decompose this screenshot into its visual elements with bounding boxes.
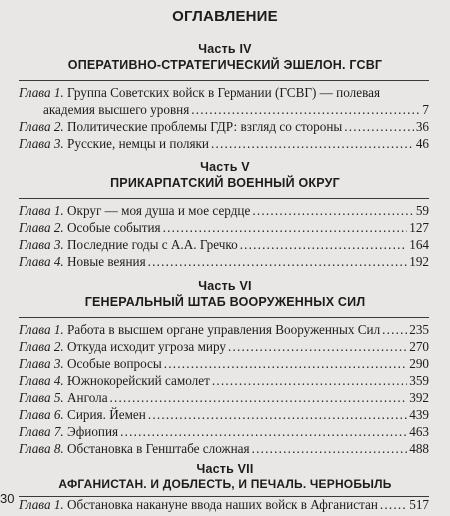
leader-dots xyxy=(148,253,408,270)
chapter-title: Сирия. Йемен xyxy=(67,407,146,422)
toc-entry xyxy=(19,355,429,372)
page-number: 392 xyxy=(409,390,429,405)
chapter-title: Эфиопия xyxy=(67,424,119,439)
page-number: 192 xyxy=(409,254,429,269)
part-title: АФГАНИСТАН. И ДОБЛЕСТЬ, И ПЕЧАЛЬ. ЧЕРНОБЫЛЬ xyxy=(58,477,392,491)
page-number: 359 xyxy=(409,373,429,388)
chapter-title: Последние годы с А.А. Гречко xyxy=(67,237,238,252)
toc-entry xyxy=(19,118,429,135)
chapter-label: Глава 3. xyxy=(19,356,64,371)
chapter-label: Глава 3. xyxy=(19,237,64,252)
chapter-title: Новые веяния xyxy=(67,254,146,269)
chapter-label: Глава 4. xyxy=(19,254,64,269)
leader-dots xyxy=(164,355,407,372)
leader-dots xyxy=(252,440,408,457)
page-number: 7 xyxy=(422,102,429,117)
leader-dots xyxy=(240,236,408,253)
page-number: 46 xyxy=(415,136,429,151)
toc-title: ОГЛАВЛЕНИЕ xyxy=(172,8,278,25)
toc-entry xyxy=(19,372,429,389)
page-number: 235 xyxy=(409,322,429,337)
chapter-label: Глава 1. xyxy=(19,203,64,218)
leader-dots xyxy=(110,389,408,406)
part-title: ГЕНЕРАЛЬНЫЙ ШТАБ ВООРУЖЕННЫХ СИЛ xyxy=(84,295,366,309)
chapter-label: Глава 2. xyxy=(19,339,64,354)
toc-entry xyxy=(19,219,429,236)
divider xyxy=(19,80,429,81)
chapter-title: Политические проблемы ГДР: взгляд со стороны xyxy=(67,119,343,134)
chapter-label: Глава 7. xyxy=(19,424,64,439)
chapter-title-cont: академия высшего уровня xyxy=(43,102,190,117)
page-number: 270 xyxy=(409,339,429,354)
toc-entry xyxy=(19,440,429,457)
leader-dots xyxy=(163,219,408,236)
chapter-label: Глава 4. xyxy=(19,373,64,388)
chapter-title: Обстановка в Генштабе сложная xyxy=(67,441,250,456)
toc-entry xyxy=(19,135,429,152)
page-number: 488 xyxy=(409,441,429,456)
chapter-label: Глава 2. xyxy=(19,220,64,235)
divider xyxy=(19,198,429,199)
chapter-title: Работа в высшем органе управления Вооруженных Сил xyxy=(67,322,381,337)
chapter-label: Глава 1. xyxy=(19,322,64,337)
page-number: 517 xyxy=(409,497,429,512)
toc-entry xyxy=(19,406,429,423)
toc-entry xyxy=(19,84,429,118)
toc-entry xyxy=(19,389,429,406)
leader-dots xyxy=(344,118,414,135)
part-label: Часть VII xyxy=(196,462,254,476)
chapter-title: Ангола xyxy=(67,390,108,405)
chapter-label: Глава 3. xyxy=(19,136,64,151)
leader-dots xyxy=(191,101,420,118)
leader-dots xyxy=(212,372,407,389)
chapter-title: Русские, немцы и поляки xyxy=(67,136,209,151)
leader-dots xyxy=(252,202,413,219)
part-title: ПРИКАРПАТСКИЙ ВОЕННЫЙ ОКРУГ xyxy=(110,176,340,190)
toc-entry xyxy=(19,202,429,219)
chapter-title: Группа Советских войск в Германии (ГСВГ) — полевая xyxy=(67,85,381,100)
page-number: 439 xyxy=(409,407,429,422)
chapter-label: Глава 1. xyxy=(19,85,64,100)
toc-entry xyxy=(19,338,429,355)
leader-dots xyxy=(382,321,407,338)
page-number: 164 xyxy=(409,237,429,252)
page-number: 36 xyxy=(415,119,429,134)
page-number: 127 xyxy=(409,220,429,235)
part-label: Часть V xyxy=(200,160,250,174)
leader-dots xyxy=(148,406,407,423)
part-label: Часть VI xyxy=(198,279,252,293)
chapter-label: Глава 1. xyxy=(19,497,64,512)
leader-dots xyxy=(380,497,407,513)
chapter-title: Откуда исходит угроза миру xyxy=(67,339,226,354)
folio-page-number: 30 xyxy=(0,491,15,506)
part-label: Часть IV xyxy=(198,42,252,56)
page-number: 59 xyxy=(415,203,429,218)
chapter-label: Глава 5. xyxy=(19,390,64,405)
chapter-label: Глава 2. xyxy=(19,119,64,134)
leader-dots xyxy=(228,338,407,355)
chapter-label: Глава 8. xyxy=(19,441,64,456)
chapter-label: Глава 6. xyxy=(19,407,64,422)
chapter-title: Южнокорейский самолет xyxy=(67,373,210,388)
page-number: 463 xyxy=(409,424,429,439)
toc-entry xyxy=(19,253,429,270)
chapter-title: Округ — моя душа и мое сердце xyxy=(67,203,251,218)
chapter-title: Особые вопросы xyxy=(67,356,162,371)
leader-dots xyxy=(120,423,407,440)
toc-entry xyxy=(19,423,429,440)
divider xyxy=(19,317,429,318)
chapter-title: Обстановка накануне ввода наших войск в Афганистан xyxy=(67,497,378,512)
part-title: ОПЕРАТИВНО-СТРАТЕГИЧЕСКИЙ ЭШЕЛОН. ГСВГ xyxy=(67,58,383,72)
chapter-title: Особые события xyxy=(67,220,161,235)
toc-entry xyxy=(19,236,429,253)
leader-dots xyxy=(211,135,414,152)
page-number: 290 xyxy=(409,356,429,371)
toc-entry xyxy=(19,321,429,338)
toc-entry xyxy=(19,497,429,513)
